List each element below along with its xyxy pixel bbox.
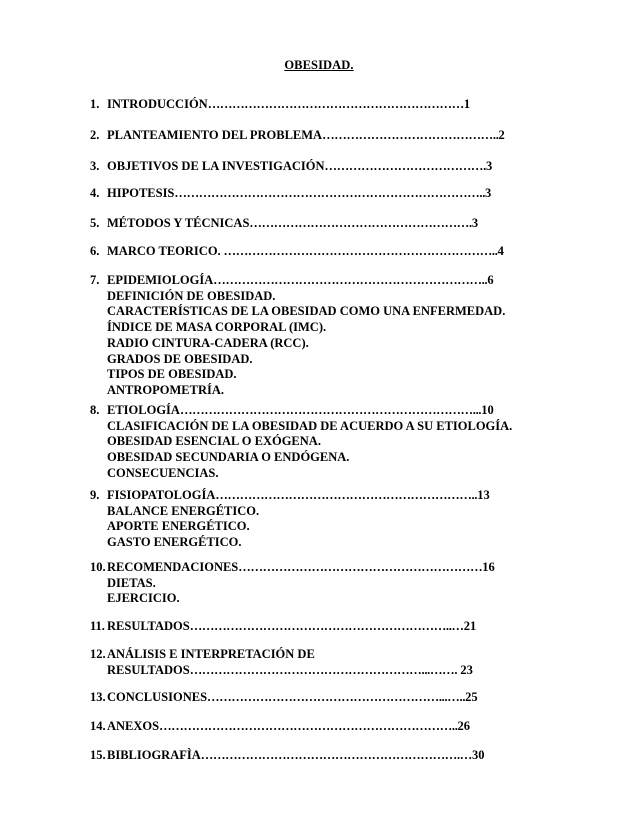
toc-label: INTRODUCCIÓN [107,97,208,111]
toc-page: 30 [472,748,485,762]
toc-label: EPIDEMIOLOGÍA [107,273,214,287]
toc-subitem: CARACTERÍSTICAS DE LA OBESIDAD COMO UNA ENFERMEDAD. [107,304,506,319]
toc-subitem: CLASIFICACIÓN DE LA OBESIDAD DE ACUERDO A SU ETIOLOGÍA. [107,418,513,433]
toc-subitem: OBESIDAD ESENCIAL O EXÓGENA. [107,434,321,449]
toc-subitem: DIETAS. [107,575,156,590]
document-title: OBESIDAD. [284,58,354,72]
toc-label: ETIOLOGÍA [107,403,180,417]
toc-page: 3 [485,159,493,173]
toc-entry-15: 15.BIBLIOGRAFÌA……………………………………………………….…30 [90,748,485,762]
toc-page: 25 [465,690,478,704]
toc-label: BIBLIOGRAFÌA [107,748,201,762]
toc-subitem: OBESIDAD SECUNDARIA O ENDÓGENA. [107,450,350,465]
toc-label: FISIOPATOLOGÍA [107,488,216,502]
toc-subitem: RADIO CINTURA-CADERA (RCC). [107,335,309,350]
toc-entry-12: 12.ANÁLISIS E INTERPRETACIÓN DE RESULTADOS…………………………………………………...……. 23 [90,647,473,677]
toc-entry-3: 3. OBJETIVOS DE LA INVESTIGACIÓN………………………………….3 [90,159,493,173]
toc-subitem: CONSECUENCIAS. [107,465,219,480]
toc-label: ANÁLISIS E INTERPRETACIÓN DE [107,647,315,661]
toc-label: MÉTODOS Y TÉCNICAS [107,216,250,230]
toc-label: CONCLUSIONES [107,690,208,704]
toc-entry-9: 9. FISIOPATOLOGÍA………………………………………………………..13 BALANCE ENERGÉTICO. APORTE ENERGÉTICO. GASTO ENERGÉTICO. [90,488,490,550]
toc-label: HIPOTESIS [107,186,175,200]
toc-page: 3 [471,216,479,230]
toc-subitem: GRADOS DE OBESIDAD. [107,351,253,366]
toc-page: 3 [485,186,492,200]
toc-entry-13: 13.CONCLUSIONES…………………………………………………...…..25 [90,690,478,704]
toc-subitem: BALANCE ENERGÉTICO. [107,503,260,518]
toc-entry-4: 4. HIPOTESIS…………………………………………………………………..3 [90,186,492,200]
toc-page: 10 [481,403,494,417]
toc-label: RESULTADOS [107,619,190,633]
toc-page: 26 [457,719,471,733]
toc-entry-6: 6. MARCO TEORICO. …………………………………………………………..4 [90,244,504,258]
toc-entry-5: 5. MÉTODOS Y TÉCNICAS……………………………………………….3 [90,216,479,230]
toc-subitem: ÍNDICE DE MASA CORPORAL (IMC). [107,320,327,335]
toc-page: 16 [482,560,495,574]
toc-subitem: EJERCICIO. [107,591,180,606]
toc-subitem: APORTE ENERGÉTICO. [107,519,250,534]
toc-page: 21 [463,619,477,633]
toc-subitem: ANTROPOMETRÍA. [107,382,225,397]
toc-entry-8: 8. ETIOLOGÍA………………………………………………………………...10 CLASIFICACIÓN DE LA OBESIDAD DE ACUERDO A SU ETIOLOGÍA. OBESIDAD ESENCIAL O EXÓGENA. OBESIDAD SECUNDARIA O ENDÓGENA. CONSECUENCIAS. [90,403,513,480]
toc-label: MARCO TEORICO. [107,244,221,258]
toc-subitem: TIPOS DE OBESIDAD. [107,367,237,382]
toc-entry-14: 14.ANEXOS………………………………………………………………..26 [90,719,471,733]
toc-label: RECOMENDACIONES [107,560,239,574]
toc-entry-2: 2. PLANTEAMIENTO DEL PROBLEMA……………………………………..2 [90,128,505,142]
toc-page: 2 [498,128,505,142]
toc-entry-1: 1. INTRODUCCIÓN………………………………………………………1 [90,97,471,111]
toc-page: 1 [463,97,471,111]
toc-entry-10: 10.RECOMENDACIONES……………………………………………………16 DIETAS. EJERCICIO. [90,560,495,606]
toc-subitem: DEFINICIÓN DE OBESIDAD. [107,288,276,303]
toc-label: OBJETIVOS DE LA INVESTIGACIÓN [107,159,325,173]
toc-page: 23 [457,662,473,677]
toc-label-continued: RESULTADOS [107,662,190,677]
toc-page: 6 [487,273,494,287]
toc-label: ANEXOS [107,719,160,733]
toc-label: PLANTEAMIENTO DEL PROBLEMA [107,128,323,142]
toc-subitem: GASTO ENERGÉTICO. [107,535,242,550]
toc-entry-11: 11. RESULTADOS………………………………………………………..…21 [90,619,477,633]
toc-page: 4 [497,244,504,258]
toc-entry-7: 7. EPIDEMIOLOGÍA…………………………………………………………..6 DEFINICIÓN DE OBESIDAD. CARACTERÍSTICAS DE LA OBESIDAD COMO UNA ENFERMEDAD. ÍNDICE DE MASA CORPORAL (IMC). RADIO CINTURA-CADERA (RCC). GRADOS DE OBESIDAD. TIPOS DE OBESIDAD. ANTROPOMETRÍA. [90,273,506,397]
toc-page: 13 [477,488,490,502]
